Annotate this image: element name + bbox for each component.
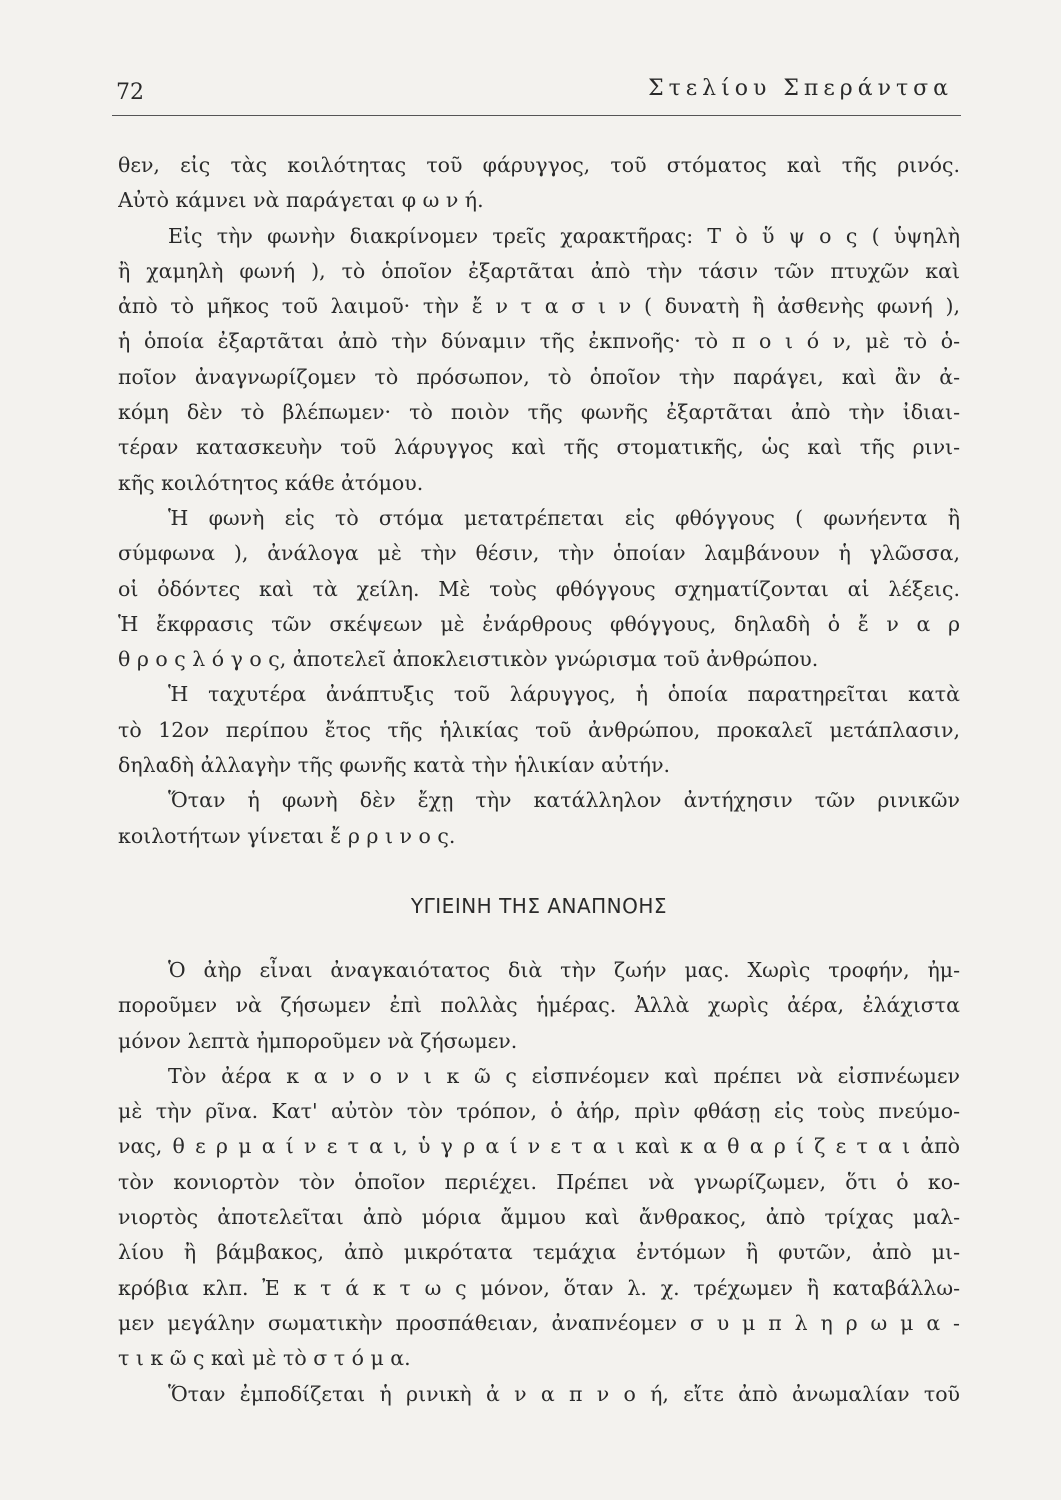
section-voice-text (118, 148, 960, 854)
text-line: Ὅταν ἐμποδίζεται ἡ ρινικὴ ἀ ν α π ν ο ή, εἴτε ἀπὸ ἀνωμαλίαν τοῦ (168, 1381, 960, 1406)
text-line: μόνον λεπτὰ ἠμποροῦμεν νὰ ζήσωμεν. (118, 1028, 518, 1053)
page-number: 72 (116, 80, 144, 105)
text-line: Εἰς τὴν φωνὴν διακρίνομεν τρεῖς χαρακτῆρας: Τ ὸ ὕ ψ ο ς ( ὑψηλὴ (168, 223, 960, 248)
text-line: Ἡ ἔκφρασις τῶν σκέψεων μὲ ἐνάρθρους φθόγγους, δηλαδὴ ὁ ἔ ν α ρ (118, 611, 960, 636)
text-line: τὸν κονιορτὸν τὸν ὁποῖον περιέχει. Πρέπει νὰ γνωρίζωμεν, ὅτι ὁ κο- (118, 1169, 960, 1194)
text-line: θεν, εἰς τὰς κοιλότητας τοῦ φάρυγγος, τοῦ στόματος καὶ τῆς ρινός. (118, 153, 960, 177)
text-line: Ὁ ἀὴρ εἶναι ἀναγκαιότατος διὰ τὴν ζωήν μας. Χωρὶς τροφήν, ἠμ- (168, 958, 960, 982)
text-line: ἢ χαμηλὴ φωνή ), τὸ ὁποῖον ἐξαρτᾶται ἀπὸ τὴν τάσιν τῶν πτυχῶν καὶ (118, 258, 960, 283)
text-line: Αὐτὸ κάμνει νὰ παράγεται φ ω ν ή. (118, 188, 484, 213)
text-line: Ἡ ταχυτέρα ἀνάπτυξις τοῦ λάρυγγος, ἡ ὁποία παρατηρεῖται κατὰ (168, 682, 960, 707)
text-line: τέραν κατασκευὴν τοῦ λάρυγγος καὶ τῆς στοματικῆς, ὡς καὶ τῆς ρινι- (118, 435, 960, 460)
text-line: Ὅταν ἡ φωνὴ δὲν ἔχῃ τὴν κατάλληλον ἀντήχησιν τῶν ρινικῶν (168, 788, 960, 813)
text-line: ἀπὸ τὸ μῆκος τοῦ λαιμοῦ· τὴν ἔ ν τ α σ ι ν ( δυνατὴ ἢ ἀσθενὴς φωνή ), (118, 294, 960, 319)
running-title: Στελίου Σπεράντσα (648, 76, 953, 101)
text-line: μὲ τὴν ρῖνα. Κατ' αὐτὸν τὸν τρόπον, ὁ ἀήρ, πρὶν φθάσῃ εἰς τοὺς πνεύμο- (118, 1099, 960, 1124)
text-line: νιορτὸς ἀποτελεῖται ἀπὸ μόρια ἄμμου καὶ ἄνθρακος, ἀπὸ τρίχας μαλ- (118, 1205, 960, 1230)
text-line: οἱ ὀδόντες καὶ τὰ χείλη. Μὲ τοὺς φθόγγους σχηματίζονται αἱ λέξεις. (118, 576, 960, 601)
text-line: θ ρ ο ς λ ό γ ο ς, ἀποτελεῖ ἀποκλειστικὸν γνώρισμα τοῦ ἀνθρώπου. (118, 647, 819, 672)
text-line: κῆς κοιλότητος κάθε ἀτόμου. (118, 470, 424, 495)
text-line: τὸ 12ον περίπου ἔτος τῆς ἡλικίας τοῦ ἀνθρώπου, προκαλεῖ μετάπλασιν, (118, 717, 960, 742)
text-line: κρόβια κλπ. Ἐ κ τ ά κ τ ω ς μόνον, ὅταν λ. χ. τρέχωμεν ἢ καταβάλλω- (118, 1275, 960, 1300)
page-header (116, 74, 953, 108)
text-line: κοιλοτήτων γίνεται ἔ ρ ρ ι ν ο ς. (118, 823, 456, 848)
text-line: σύμφωνα ), ἀνάλογα μὲ τὴν θέσιν, τὴν ὁποίαν λαμβάνουν ἡ γλῶσσα, (118, 541, 960, 566)
text-line: νας, θ ε ρ μ α ί ν ε τ α ι, ὑ γ ρ α ί ν ε τ α ι καὶ κ α θ α ρ ί ζ ε τ α ι ἀπὸ (118, 1134, 960, 1159)
text-line: ἡ ὁποία ἐξαρτᾶται ἀπὸ τὴν δύναμιν τῆς ἐκπνοῆς· τὸ π ο ι ό ν, μὲ τὸ ὁ- (118, 329, 960, 354)
text-line: ποῖον ἀναγνωρίζομεν τὸ πρόσωπον, τὸ ὁποῖον τὴν παράγει, καὶ ἂν ἀ- (118, 364, 960, 389)
section-breathing-text (118, 953, 960, 1412)
text-line: τ ι κ ῶ ς καὶ μὲ τὸ σ τ ό μ α. (118, 1346, 411, 1371)
text-line: Ἡ φωνὴ εἰς τὸ στόμα μετατρέπεται εἰς φθόγγους ( φωνήεντα ἢ (168, 505, 960, 530)
text-line: δηλαδὴ ἀλλαγὴν τῆς φωνῆς κατὰ τὴν ἡλικίαν αὐτήν. (118, 753, 671, 778)
text-line: Τὸν ἀέρα κ α ν ο ν ι κ ῶ ς εἰσπνέομεν καὶ πρέπει νὰ εἰσπνέωμεν (168, 1063, 960, 1088)
header-rule (112, 115, 961, 116)
text-line: λίου ἢ βάμβακος, ἀπὸ μικρότατα τεμάχια ἐντόμων ἢ φυτῶν, ἀπὸ μι- (118, 1240, 960, 1265)
text-line: κόμη δὲν τὸ βλέπωμεν· τὸ ποιὸν τῆς φωνῆς ἐξαρτᾶται ἀπὸ τὴν ἰδιαι- (118, 400, 960, 425)
section-heading: ΥΓΙΕΙΝΗ ΤΗΣ ΑΝΑΠΝΟΗΣ (410, 894, 668, 918)
text-line: ποροῦμεν νὰ ζήσωμεν ἐπὶ πολλὰς ἡμέρας. Ἀλλὰ χωρὶς ἀέρα, ἐλάχιστα (118, 993, 960, 1018)
text-line: μεν μεγάλην σωματικὴν προσπάθειαν, ἀναπνέομεν σ υ μ π λ η ρ ω μ α - (118, 1310, 960, 1335)
